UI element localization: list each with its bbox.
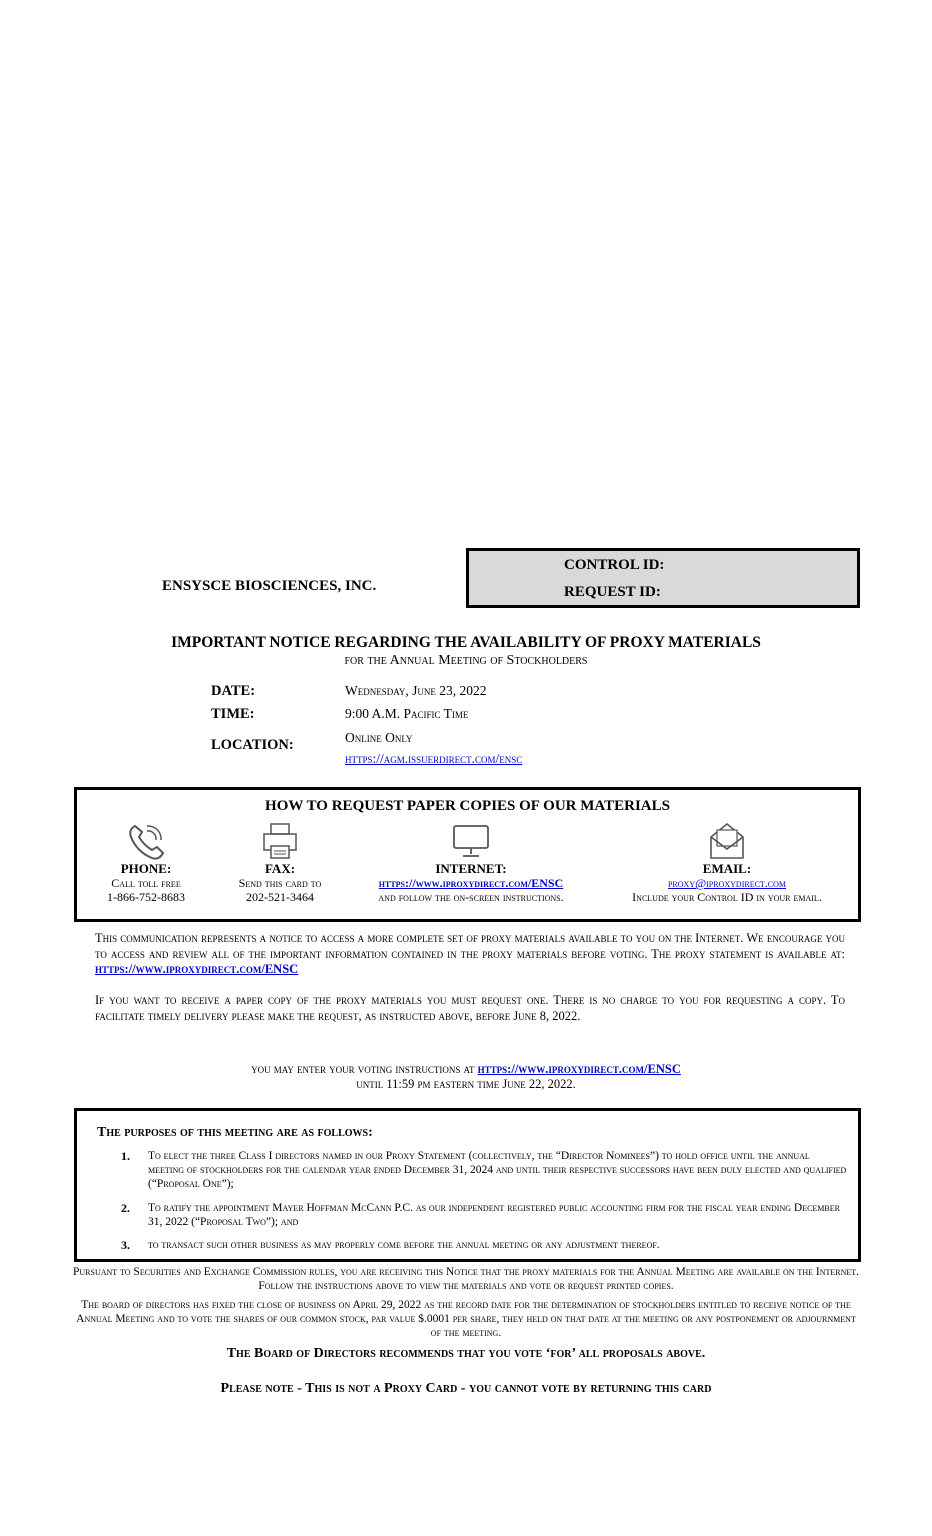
please-note: Please note - This is not a Proxy Card - you cannot vote by returning this card	[220, 1381, 712, 1396]
location-value: Online Only	[345, 730, 413, 745]
request-id-label: REQUEST ID:	[564, 584, 661, 600]
email-column	[607, 820, 847, 904]
date-label: DATE:	[211, 683, 256, 699]
phone-icon	[125, 820, 167, 862]
control-id-label: CONTROL ID:	[564, 557, 665, 573]
purpose-item: To ratify the appointment Mayer Hoffman McCann P.C. as our independent registered public accounting firm for the fiscal year ending December 31, 2022 (“Proposal Two”); and	[148, 1202, 840, 1228]
board-recommendation: The Board of Directors recommends that you vote ‘for’ all proposals above.	[226, 1346, 706, 1361]
voting-link[interactable]: https://www.iproxydirect.com/ENSC	[477, 1062, 681, 1076]
phone-line1: Call toll free	[111, 876, 181, 890]
company-name: ENSYSCE BIOSCIENCES, INC.	[162, 578, 377, 594]
purpose-item: to transact such other business as may properly come before the annual meeting or any adjustment thereof.	[148, 1239, 660, 1251]
pursuant-notice: Pursuant to Securities and Exchange Commission rules, you are receiving this Notice that the proxy materials for the Annual Meeting are available on the Internet. Follow the instructions above to view the materials and vote or request printed copies.	[72, 1266, 860, 1292]
monitor-icon	[450, 820, 492, 862]
purpose-number: 1.	[121, 1149, 130, 1163]
internet-line2: and follow the on-screen instructions.	[378, 890, 564, 904]
fax-line1: Send this card to	[238, 876, 322, 890]
id-box	[466, 548, 860, 608]
internet-link[interactable]: https://www.iproxydirect.com/ENSC	[378, 876, 564, 890]
phone-column	[91, 820, 201, 904]
email-link[interactable]: proxy@iproxydirect.com	[667, 876, 787, 890]
fax-icon	[259, 820, 301, 862]
email-line2: Include your Control ID in your email.	[632, 890, 822, 904]
location-label: LOCATION:	[211, 737, 294, 753]
phone-number[interactable]: 1-866-752-8683	[107, 890, 185, 904]
paper-copy-paragraph: If you want to receive a paper copy of the proxy materials you must request one. There is no charge to you for requesting a copy. To facilitate timely delivery please make the request, as instructed above, before June 8, 2022.	[95, 993, 845, 1023]
access-paragraph	[95, 931, 845, 978]
purpose-number: 3.	[121, 1238, 130, 1252]
access-text: This communication represents a notice to access a more complete set of proxy materials available to you on the Internet. We encourage you to access and review all of the important information contained in the proxy materials before voting. The proxy statement is available at:	[95, 931, 845, 961]
email-label: EMAIL:	[702, 861, 752, 876]
phone-label: PHONE:	[120, 861, 172, 876]
date-value: Wednesday, June 23, 2022	[345, 683, 487, 698]
proxy-statement-link[interactable]: https://www.iproxydirect.com/ENSC	[95, 962, 299, 976]
internet-column	[349, 820, 593, 904]
purpose-number: 2.	[121, 1201, 130, 1215]
purposes-heading: The purposes of this meeting are as follows:	[97, 1125, 373, 1140]
record-date-notice: The board of directors has fixed the close of business on April 29, 2022 as the record date for the determination of stockholders entitled to receive notice of the Annual Meeting and to vote the shares of our common stock, par value $.0001 per share, they held on that date at the meeting or any postponement or adjournment of the meeting.	[76, 1299, 856, 1339]
time-value: 9:00 A.M. Pacific Time	[345, 706, 469, 721]
purposes-box	[74, 1108, 861, 1262]
notice-title: IMPORTANT NOTICE REGARDING THE AVAILABILITY OF PROXY MATERIALS	[171, 634, 761, 651]
vote-deadline: until 11:59 pm eastern time June 22, 2022.	[356, 1077, 576, 1091]
paper-copies-box	[74, 787, 861, 922]
notice-subtitle: for the Annual Meeting of Stockholders	[344, 653, 588, 668]
fax-label: FAX:	[264, 861, 296, 876]
internet-label: INTERNET:	[435, 861, 507, 876]
time-label: TIME:	[211, 706, 255, 722]
fax-column	[220, 820, 340, 904]
location-link[interactable]: https://agm.issuerdirect.com/ensc	[345, 751, 523, 766]
voting-instructions	[0, 1062, 932, 1092]
purpose-item: To elect the three Class I directors named in our Proxy Statement (collectively, the “Director Nominees”) to hold office until the annual meeting of stockholders for the calendar year ended December 31, 2024 and until their respective successors have been duly elected and qualified (“Proposal One”);	[148, 1150, 847, 1190]
fax-number[interactable]: 202-521-3464	[246, 890, 314, 904]
vote-text: you may enter your voting instructions at	[251, 1062, 478, 1076]
envelope-icon	[706, 820, 748, 862]
paper-copies-title: HOW TO REQUEST PAPER COPIES OF OUR MATERIALS	[265, 798, 670, 814]
